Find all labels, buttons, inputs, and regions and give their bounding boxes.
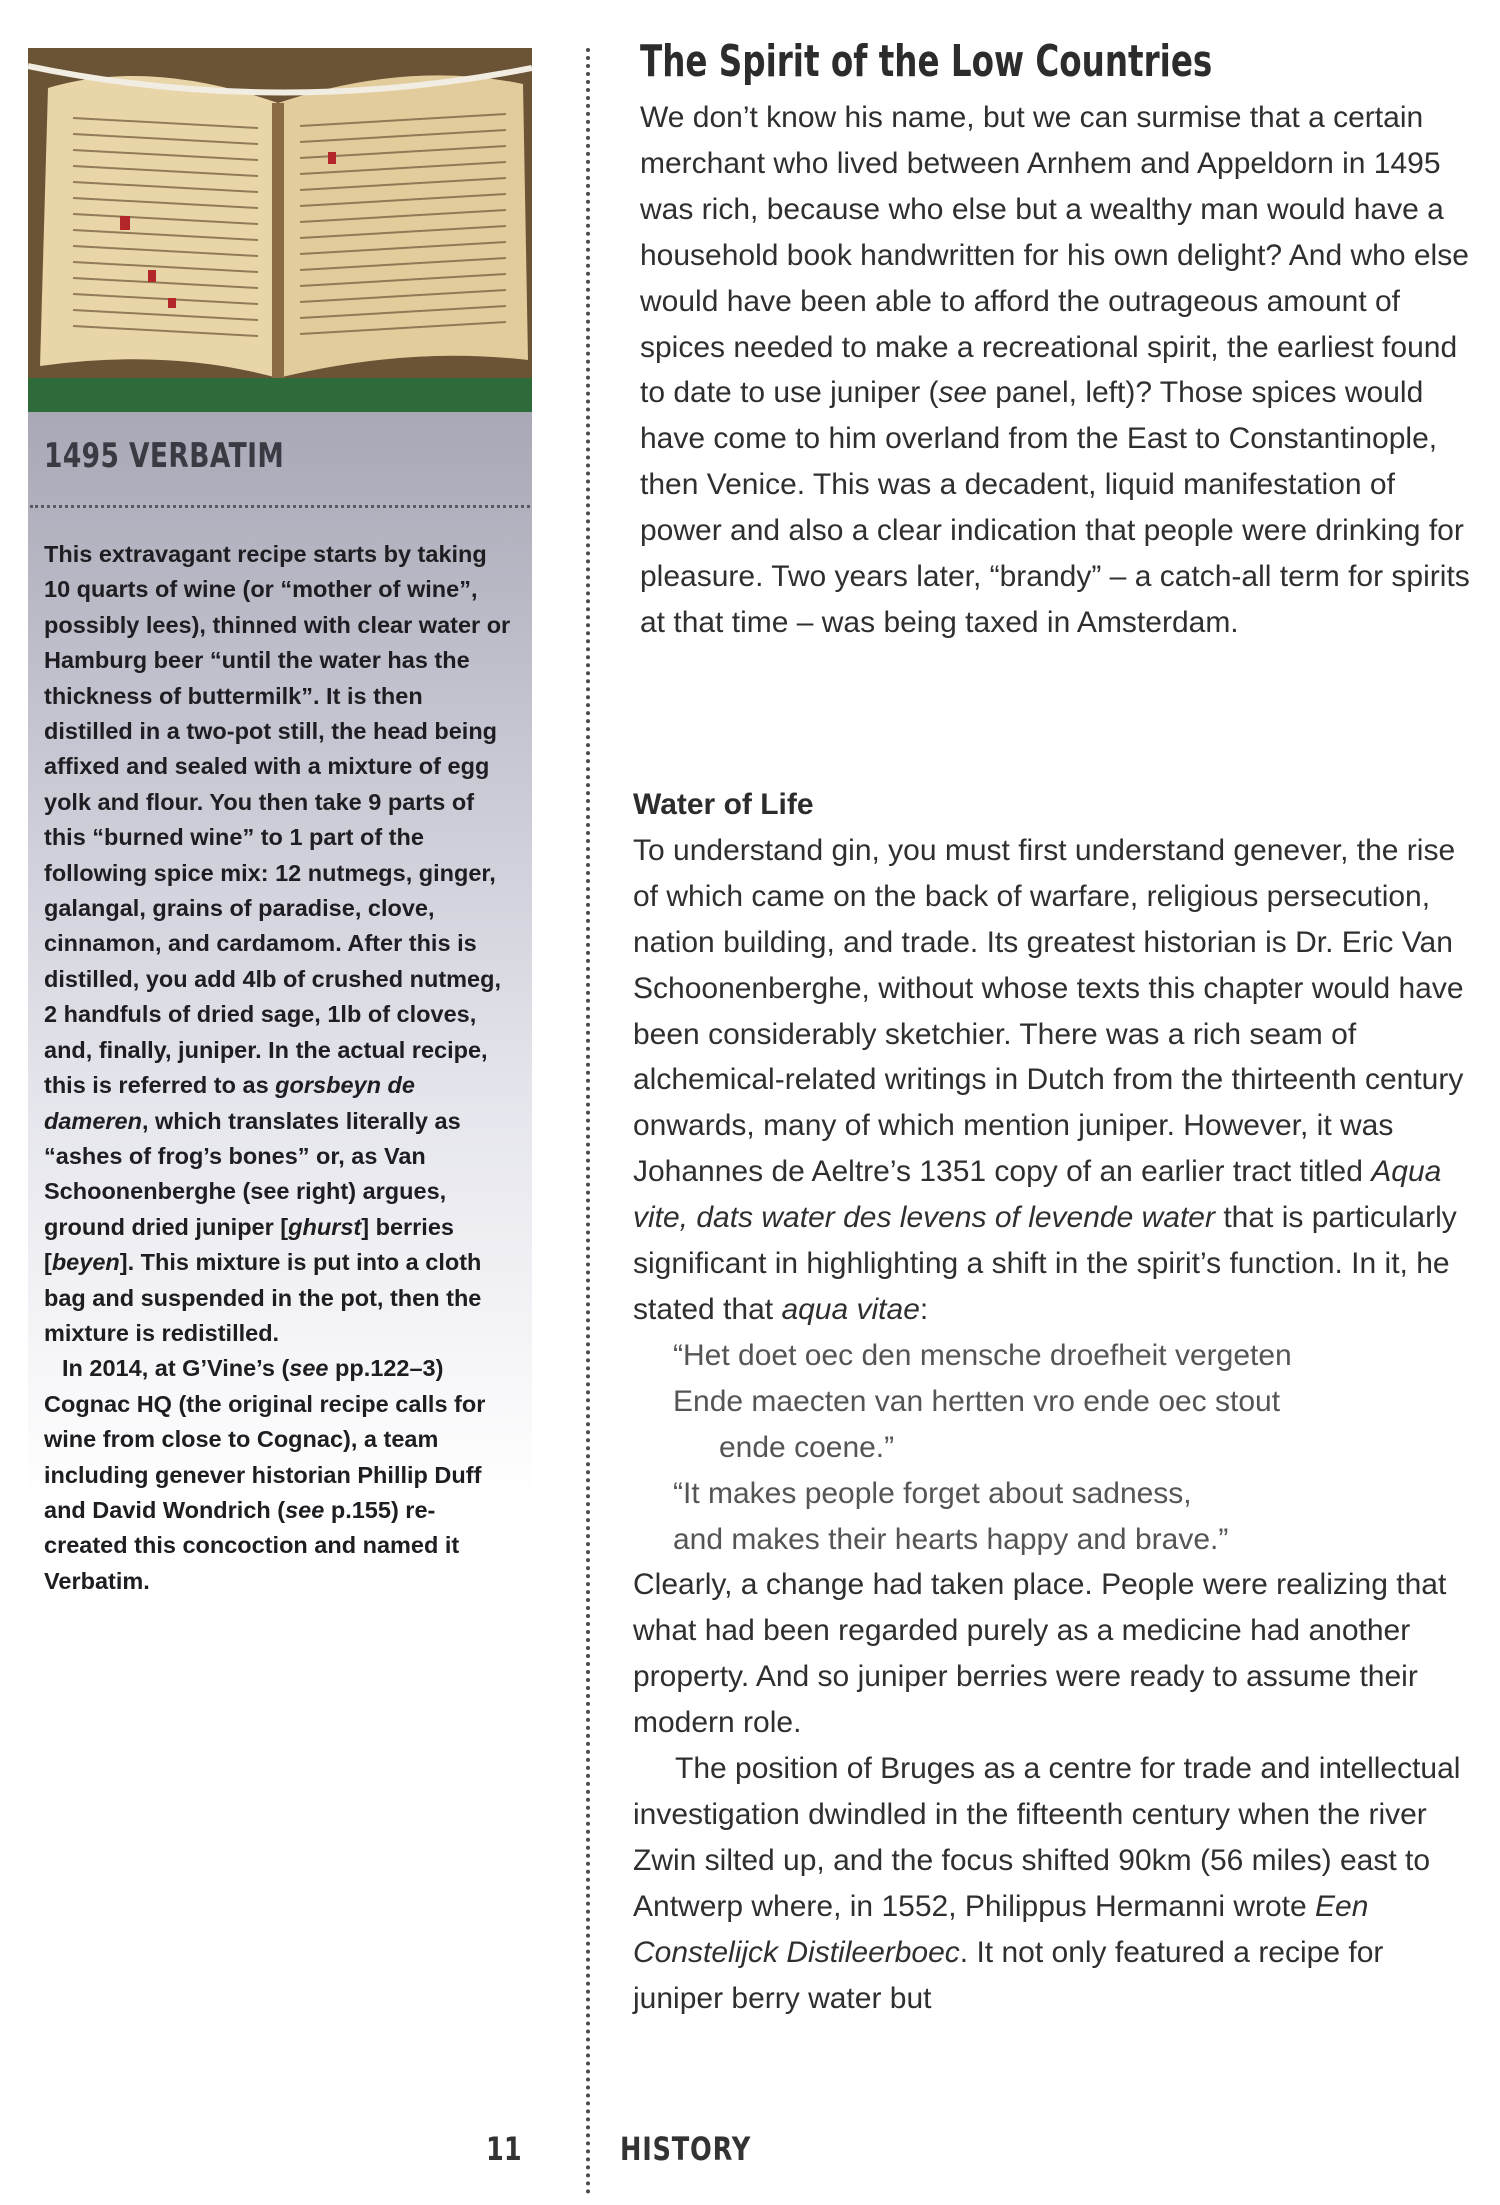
sidebar-divider: [30, 505, 530, 508]
dutch-quote: [633, 1333, 1473, 1563]
quote-line: “It makes people forget about sadness,: [673, 1476, 1192, 1510]
running-footer-section: HISTORY: [620, 2130, 752, 2168]
manuscript-photo: [28, 48, 532, 412]
section-heading: Water of Life: [633, 788, 814, 821]
sidebar-body: [44, 537, 514, 1599]
intro-paragraph: We don’t know his name, but we can surmise that a certain merchant who lived between Arnhem and Appeldorn in 1495 was rich, because who else but a wealthy man would have a household book handwritten for his own delight? And who else would have been able to afford the outrageous amount of spices needed to make a recreational spirit, the earliest found to date to use juniper (see panel, left)? Those spices would have come to him overland from the East to Constantinople, then Venice. This was a decadent, liquid manifestation of power and also a clear indication that people were drinking for pleasure. Two years later, “brandy” – a catch-all term for spirits at that time – was being taxed in Amsterdam.: [640, 101, 1470, 639]
column-divider: [586, 48, 590, 2196]
quote-line: ende coene.”: [719, 1430, 895, 1464]
sidebar-paragraph-1: This extravagant recipe starts by taking 10 quarts of wine (or “mother of wine”, possibly lees), thinned with clear water or Hamburg beer “until the water has the thickness of buttermilk”. It is then distilled in a two-pot still, the head being affixed and sealed with a mixture of egg yolk and flour. You then take 9 parts of this “burned wine” to 1 part of the following spice mix: 12 nutmegs, ginger, galangal, grains of paradise, clove, cinnamon, and cardamom. After this is distilled, you add 4lb of crushed nutmeg, 2 handfuls of dried sage, 1lb of cloves, and, finally, juniper. In the actual recipe, this is referred to as gorsbeyn de dameren, which translates literally as “ashes of frog’s bones” or, as Van Schoonenberghe (see right) argues, ground dried juniper [ghurst] berries [beyen]. This mixture is put into a cloth bag and suspended in the pot, then the mixture is redistilled.: [44, 541, 511, 1346]
section-paragraph-2: Clearly, a change had taken place. People were realizing that what had been regarded purely as a medicine had another property. And so juniper berries were ready to assume their modern role.: [633, 1568, 1447, 1740]
page-number: 11: [486, 2130, 522, 2168]
manuscript-illustration: [28, 48, 532, 412]
article-title: The Spirit of the Low Countries: [640, 36, 1213, 87]
water-of-life-section: [633, 782, 1473, 2021]
section-paragraph-3: The position of Bruges as a centre for trade and intellectual investigation dwindled in the fifteenth century when the river Zwin silted up, and the focus shifted 90km (56 miles) east to Antwerp where, in 1552, Philippus Hermanni wrote Een Constelijck Distileerboec. It not only featured a recipe for juniper berry water but: [633, 1752, 1461, 2015]
quote-line: Ende maecten van hertten vro ende oec stout: [673, 1384, 1281, 1418]
article-intro: [640, 95, 1470, 646]
sidebar-paragraph-2: In 2014, at G’Vine’s (see pp.122–3) Cognac HQ (the original recipe calls for wine from close to Cognac), a team including genever historian Phillip Duff and David Wondrich (see p.155) re-created this concoction and named it Verbatim.: [44, 1355, 486, 1594]
quote-line: “Het doet oec den mensche droefheit vergeten: [673, 1338, 1292, 1372]
sidebar-title: 1495 VERBATIM: [44, 436, 285, 476]
quote-line: and makes their hearts happy and brave.”: [673, 1522, 1229, 1556]
section-paragraph-1: To understand gin, you must first understand genever, the rise of which came on the back of warfare, religious persecution, nation building, and trade. Its greatest historian is Dr. Eric Van Schoonenberghe, without whose texts this chapter would have been considerably sketchier. There was a rich seam of alchemical-related writings in Dutch from the thirteenth century onwards, many of which mention juniper. However, it was Johannes de Aeltre’s 1351 copy of an earlier tract titled Aqua vite, dats water des levens of levende water that is particularly significant in highlighting a shift in the spirit’s function. In it, he stated that aqua vitae:: [633, 833, 1464, 1326]
